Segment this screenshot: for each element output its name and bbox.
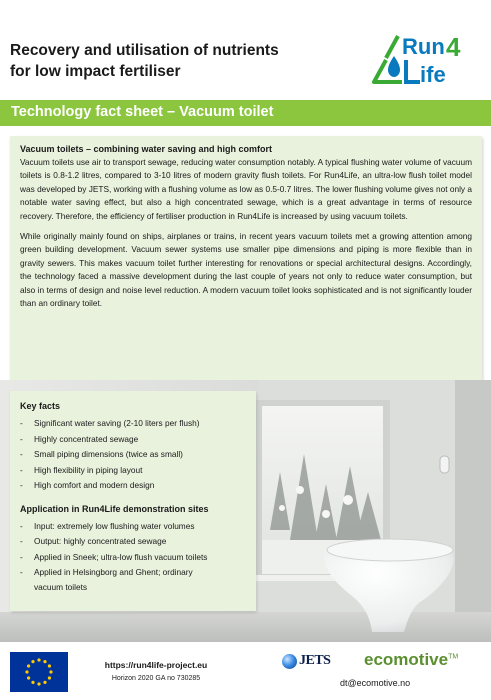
list-item: - Input: extremely low flushing water volumes: [20, 520, 195, 531]
logo-word-run: Run: [402, 34, 445, 59]
key-facts-list: [20, 416, 246, 494]
list-item: - Applied in Helsingborg and Ghent; ordinary: [20, 567, 193, 577]
ecomotive-logo: [364, 650, 458, 670]
intro-heading: Vacuum toilets – combining water saving and high comfort: [20, 144, 273, 154]
list-item: - Highly concentrated sewage: [20, 433, 139, 444]
intro-paragraph-1: Vacuum toilets use air to transport sewage, reducing water consumption notably. A typical flushing water volume of vacuum toilets is 0.8-1.2 litres, compared to 3-10 litres of modern gravity flush toilets. For Run4Life, an ultra-low flush toilet model was developed by JETS, working with a flushing volume as low as 0.5-0.7 litres. The lower flushing volume gives not only a notable water saving effect, but also a high concentrated sewage, which is a great advantage in terms of resource recovery. Therefore, the efficiency of fertiliser production in Run4Life is increased by using vacuum toilets.: [20, 157, 472, 221]
jets-logo-text: JETS: [299, 653, 331, 668]
grant-number: Horizon 2020 GA no 730285: [111, 675, 201, 682]
list-item: - High flexibility in piping layout: [20, 464, 143, 475]
footer: [0, 642, 491, 700]
banner-title: Technology fact sheet – Vacuum toilet: [11, 104, 274, 120]
run4life-logo: [372, 30, 484, 88]
title-line-2: for low impact fertiliser: [10, 63, 181, 80]
jets-globe-icon: [282, 654, 297, 669]
key-facts-heading: Key facts: [20, 401, 61, 411]
jets-logo: [282, 652, 358, 672]
intro-box: [10, 136, 482, 380]
list-item: - Significant water saving (2-10 liters per flush): [20, 418, 200, 428]
key-facts-box: [10, 391, 256, 611]
contact-email-link[interactable]: dt@ecomotive.no: [340, 678, 411, 688]
intro-paragraph-2: While originally mainly found on ships, airplanes or trains, in recent years vacuum toilets met a growing attention among green building development. Vacuum sewer systems use smaller pipe dimensions and piping is more flexible than in gravity sewers. This makes vacuum toilet further interesting for renovations or special architectural designs. Accordingly, the technology faced a massive development during the last couple of years not only to reduce water consumption, but also in terms of design and noise level reduction. A modern vacuum toilet looks sophisticated and is not significantly louder than an ordinary toilet.: [20, 231, 472, 309]
svg-text:4: 4: [446, 32, 461, 62]
list-item: - Applied in Sneek; ultra-low flush vacuum toilets: [20, 551, 208, 562]
project-url-link[interactable]: https://run4life-project.eu: [104, 660, 208, 670]
title-line-1: Recovery and utilisation of nutrients: [10, 42, 279, 59]
ecomotive-logo-text: ecomotive: [364, 650, 449, 669]
list-item: vacuum toilets: [34, 581, 88, 592]
application-list: [20, 519, 246, 593]
list-item: - Output: highly concentrated sewage: [20, 536, 167, 546]
application-heading: Application in Run4Life demonstration sites: [20, 503, 209, 514]
logo-word-life: ife: [420, 62, 446, 87]
eu-flag-icon: [10, 652, 68, 692]
list-item: - Small piping dimensions (twice as small): [20, 449, 183, 459]
trademark-mark: TM: [448, 653, 459, 661]
header: [0, 0, 491, 100]
page-title: [10, 40, 350, 82]
section-banner: [0, 100, 491, 126]
list-item: - High comfort and modern design: [20, 480, 155, 490]
